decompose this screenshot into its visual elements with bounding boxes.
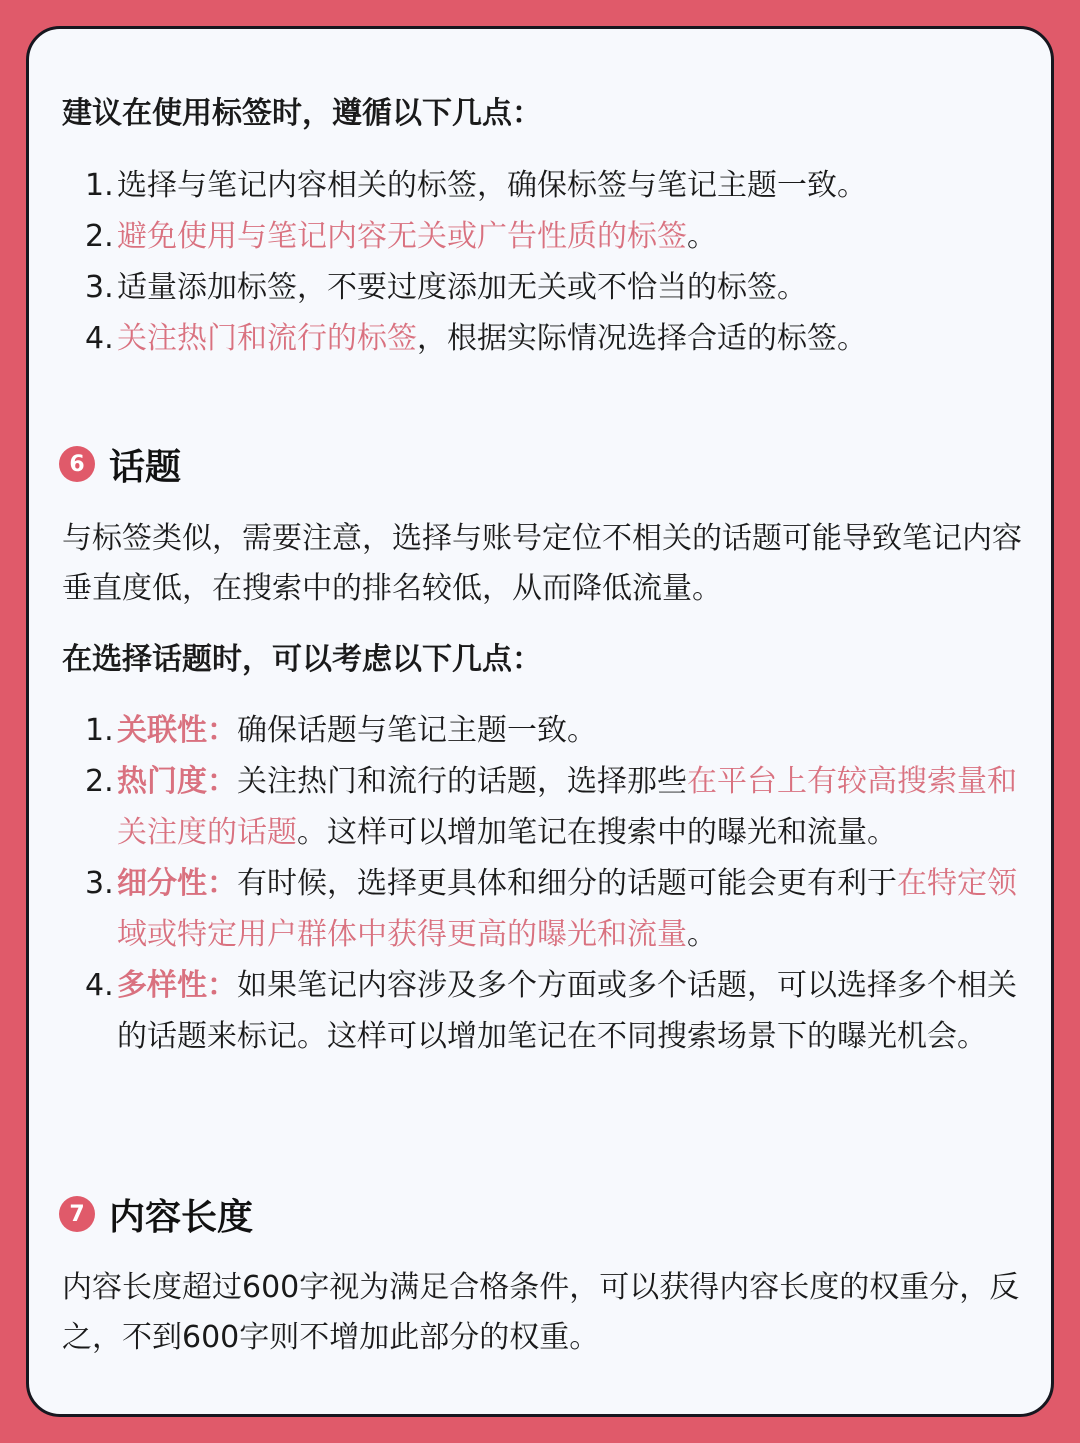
item-text: 有时候，选择更具体和细分的话题可能会更有利于	[237, 866, 897, 901]
list-item	[85, 211, 1035, 262]
item-number: 1.	[85, 713, 114, 748]
section-number-badge: 6	[59, 446, 95, 482]
item-text: 如果笔记内容涉及多个方面或多个话题，可以选择多个相关的话题来标记。这样可以增加笔记在不同搜索场景下的曝光机会。	[117, 968, 1017, 1054]
item-text: 适量添加标签，不要过度添加无关或不恰当的标签。	[117, 270, 807, 305]
item-number: 3.	[85, 866, 114, 901]
item-number: 1.	[85, 168, 114, 203]
list-item	[85, 960, 1035, 1062]
list-item	[85, 858, 1035, 960]
list-item	[85, 160, 1035, 211]
item-number: 2.	[85, 764, 114, 799]
item-highlight: 关注热门和流行的标签	[117, 321, 417, 356]
section-header-topics	[59, 442, 181, 486]
item-text: 。	[687, 219, 717, 254]
section-header-length	[59, 1192, 253, 1236]
item-text: 关注热门和流行的话题，选择那些	[237, 764, 687, 799]
length-body: 内容长度超过600字视为满足合格条件，可以获得内容长度的权重分，反之，不到600字则不增加此部分的权重。	[62, 1270, 1020, 1355]
item-number: 3.	[85, 270, 114, 305]
item-keyword: 多样性：	[117, 968, 237, 1003]
item-text: ，根据实际情况选择合适的标签。	[417, 321, 867, 356]
item-keyword: 热门度：	[117, 764, 237, 799]
section-title: 话题	[109, 446, 182, 488]
topics-intro-heading: 在选择话题时，可以考虑以下几点：	[62, 642, 542, 677]
section-number-badge: 7	[59, 1196, 95, 1232]
item-number: 2.	[85, 219, 114, 254]
section-title: 内容长度	[109, 1196, 254, 1238]
item-keyword: 关联性：	[117, 713, 237, 748]
item-number: 4.	[85, 968, 114, 1003]
list-item	[85, 262, 1035, 313]
item-number: 4.	[85, 321, 114, 356]
list-item	[85, 756, 1035, 858]
item-text: 。这样可以增加笔记在搜索中的曝光和流量。	[297, 815, 897, 850]
item-keyword: 细分性：	[117, 866, 237, 901]
item-highlight: 在特定领域或特定用户群体中获得更高的曝光和流量	[117, 866, 1017, 952]
item-highlight: 避免使用与笔记内容无关或广告性质的标签	[117, 219, 687, 254]
list-item	[85, 313, 1035, 364]
item-highlight: 在平台上有较高搜索量和关注度的话题	[117, 764, 1017, 850]
content-card	[26, 26, 1054, 1417]
tags-intro-heading: 建议在使用标签时，遵循以下几点：	[62, 96, 542, 131]
topics-body: 与标签类似，需要注意，选择与账号定位不相关的话题可能导致笔记内容垂直度低，在搜索中的排名较低，从而降低流量。	[62, 521, 1022, 606]
item-text: 确保话题与笔记主题一致。	[237, 713, 597, 748]
item-text: 。	[687, 917, 717, 952]
item-text: 选择与笔记内容相关的标签，确保标签与笔记主题一致。	[117, 168, 867, 203]
list-item	[85, 705, 1035, 756]
